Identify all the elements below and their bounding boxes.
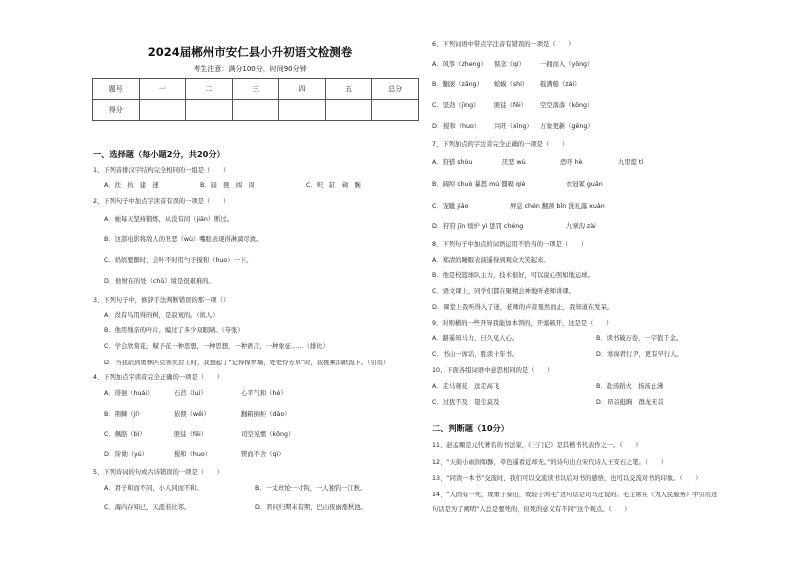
option-text: 九里提 tí	[618, 159, 644, 166]
option-text: 依偎（wēi）	[174, 411, 210, 418]
exam-title: 2024届郴州市安仁县小升初语文检测卷	[147, 45, 353, 59]
option-text: 匪徒（fěi）	[174, 431, 208, 438]
option-a[interactable]: A．她每天坚持锻炼，从没有间（jiān）断过。	[104, 216, 233, 223]
option-d[interactable]: D．当我站到奥林匹克领奖台上时，我想起了“记得撑罗墙，处处怜芳草”时，我挑乘泪眶流下。（引用）	[104, 360, 390, 366]
question-text: 3、下列句子中，修辞手法判断错误的那一项（）	[93, 297, 230, 304]
option-text: 万象更新（gēng）	[540, 123, 594, 130]
option-text: 衣冠冢 guān	[566, 181, 603, 188]
option-d[interactable]: D．昂首挺胸 群龙无首	[596, 399, 664, 406]
question-text: 10、下面各组词语中意思相同的是（ ）	[432, 367, 554, 374]
option-text: 蛤蟆（shí）	[494, 81, 529, 88]
option-text: 搅和（huo）	[174, 451, 212, 458]
option-a[interactable]: A．狩猎 shòu	[432, 159, 473, 166]
option-c[interactable]: C．语文课上，同学们都在聚精会神地听老师讲课。	[432, 288, 575, 295]
option-text: 屏息 chén 翻颈 bǐn 洗礼露 xuàn	[510, 203, 605, 210]
option-b[interactable]: B．这部电影将敌人的丑恶（wù）嘴脸表现得淋漓尽致。	[104, 236, 263, 243]
option-d[interactable]: D．他财在的处（chǔ）境是很艰难的。	[104, 278, 215, 285]
table-cell: 四	[279, 79, 326, 100]
option-b[interactable]: B．他是校篮球队主力，技术很好，可以说心照如地运球。	[432, 272, 594, 279]
question-text: 11、赵孟頫是元代著名的书法家，《三门记》是其楷书代表作之一。（ ）	[432, 442, 642, 449]
option-text: 匪徒（fěi）	[494, 102, 528, 109]
option-text: 翻箱倒柜（dǎo）	[241, 411, 291, 418]
table-cell: 三	[232, 79, 279, 100]
option-d[interactable]: D．阶勋（yú）	[104, 451, 149, 458]
option-d[interactable]: D．君问归期未有期，巴山夜雨涨秋池。	[255, 504, 367, 511]
option-b[interactable]: B．届 匪 闯 闵	[200, 182, 255, 189]
table-cell: 得分	[93, 100, 140, 121]
table-cell: 五	[325, 79, 372, 100]
option-b[interactable]: B．阔绰 chuò 暴怒 mú 僵嗝 qiè	[432, 181, 526, 188]
option-c[interactable]: C．佩胳（bì）	[104, 431, 146, 438]
question-text: 6、下列词语中带点字注音有错误的一项是（ ）	[432, 41, 575, 48]
option-text: 石苣（luì）	[174, 390, 207, 397]
option-d[interactable]: D．寒窗君行尹，更有早行人。	[596, 351, 683, 358]
section-heading: 二、判断题（10分）	[432, 423, 509, 433]
question-text: 14、“人固有一死，或重于泰山，或轻于鸿毛”这句话是司马迁说的。毛主席在《为人民服务》中引用这	[432, 492, 718, 498]
option-c[interactable]: C．海内存知已，天涯若比邻。	[104, 504, 191, 511]
option-text: 司空见惯（kōng）	[241, 431, 295, 438]
option-a[interactable]: A．徘徊（huái）	[104, 390, 154, 397]
question-text: 9、对则横的一些开导我能加本领的，开塞顿开，这是是（ ）	[432, 320, 613, 327]
option-text: 厌恶 wù	[502, 159, 526, 166]
option-b[interactable]: B．荆棘（jí）	[104, 411, 144, 418]
option-text: 空空落落（kōng）	[540, 102, 594, 109]
option-text: 九寨沟 zài	[566, 223, 596, 230]
option-a[interactable]: A．君子和而不同，小人同而不和。	[104, 485, 203, 492]
option-text: 心平气和（hé）	[241, 390, 287, 397]
option-b[interactable]: B．读书破万卷，一字值千金。	[596, 335, 683, 342]
table-cell: 总分	[372, 79, 419, 100]
option-a[interactable]: A．郑清的睡眠表演遥得到观众大笑起来。	[432, 257, 550, 264]
exam-notice: 考生注意：满分100分，时间90分钟	[193, 65, 307, 73]
option-b[interactable]: B．赴汤蹈火 扬汤止沸	[596, 383, 664, 390]
option-c[interactable]: C．坚劲（jìng）	[432, 102, 480, 109]
option-c[interactable]: C．妈妈要醉时，会叶不时用勺子搅和（huo）一下。	[104, 257, 253, 264]
question-text: 7、下列加点的字注音完全正确的一项是（ ）	[432, 141, 569, 148]
option-a[interactable]: A．路遥知马力，日久见人心。	[432, 335, 519, 342]
option-b[interactable]: B．一丈丝纶一寸钩，一人独钓一江秋。	[255, 485, 367, 492]
option-c[interactable]: C．过犹不及 望尘莫及	[432, 399, 500, 406]
question-text: 13、“同读一本书”交流时，我们可以交流读书以后对书的感悟，也可以交流对书的印象。（ ）	[432, 475, 702, 482]
option-text: 惦念（qí）	[494, 61, 525, 68]
option-c[interactable]: C．宠眦 jiāo	[432, 203, 469, 210]
option-d[interactable]: D．搅和（huo）	[432, 123, 481, 130]
option-text: 恐吓 hè	[560, 159, 583, 166]
table-cell: 题号	[93, 79, 140, 100]
option-a[interactable]: A．没有鸟用得的树，是寂寞的。（拟人）	[104, 312, 219, 319]
option-text: 锲而不舍（qì）	[241, 451, 285, 458]
option-d[interactable]: D．课堂上我听得入了迷，老师的声音戛然而止，我知道在发呆。	[432, 304, 614, 311]
option-c[interactable]: C．呎 缸 剃 腕	[306, 182, 361, 189]
option-d[interactable]: D．狩狩 jīn 烦炉 yì 惩罚 chéng	[432, 223, 524, 230]
question-text: 1、下列音排汉字结构完全相同的一组是（ ）	[93, 167, 230, 174]
option-c[interactable]: C．书山一席话，胜读十年书。	[432, 351, 519, 358]
question-text: 5、下列诗词的句或古诗错误的一项是（ ）	[93, 469, 223, 476]
option-a[interactable]: A．走马观花 远走高飞	[432, 383, 500, 390]
question-text: 4、下列加点字读音完全正确的一项是（ ）	[93, 374, 223, 381]
table-cell: 二	[186, 79, 233, 100]
question-text: 8、下列句子中加点的词语运用不恰当的一项是（ ）	[432, 241, 588, 248]
option-text: 一拥而入（yōng）	[540, 61, 594, 68]
table-cell: 一	[139, 79, 186, 100]
question-text: 句话是为了阐明“人总是要死的，但死的意义有不同”这个观点。（ ）	[432, 506, 631, 513]
option-a[interactable]: A．风筝（zheng）	[432, 61, 487, 68]
option-b[interactable]: B．他用残亲的叶片，编过了多少双眼睛。（夸张）	[104, 327, 244, 334]
option-b[interactable]: B．翻滚（zǎng）	[432, 81, 483, 88]
question-text: 2、下列句子中加点字读音有误的一项是（ ）	[93, 198, 230, 205]
option-text: 兴旺（xīng）	[494, 123, 533, 130]
question-text: 12、“天街小雨润如酥，草色遥看近却无。”的诗句出自宋代诗人王安石之笔。（ ）	[432, 459, 667, 466]
option-c[interactable]: C．学会欣赏花，赋予花一种思想，一种思想，一种语言，一种象征……（排比）	[104, 343, 329, 350]
section-heading: 一、选择题（每小题2分，共20分）	[93, 149, 225, 159]
option-text: 载满船（zài）	[540, 81, 581, 88]
option-a[interactable]: A．扶 执 建 速	[104, 182, 159, 189]
